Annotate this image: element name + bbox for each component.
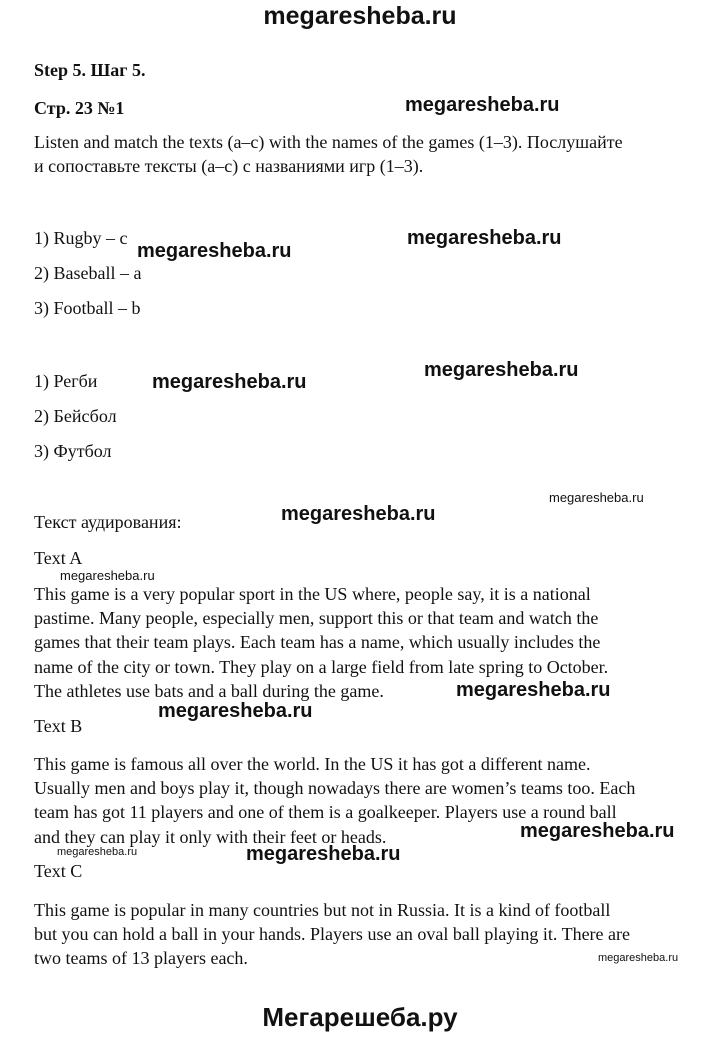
answer-en-1: 1) Rugby – c xyxy=(34,228,128,248)
step-title: Step 5. Шаг 5. xyxy=(34,60,146,80)
watermark: megaresheba.ru xyxy=(281,503,436,525)
text-c-body xyxy=(34,898,674,971)
site-header: megaresheba.ru xyxy=(263,2,457,30)
answer-en-3: 3) Football – b xyxy=(34,298,141,318)
text-line: two teams of 13 players each. xyxy=(34,948,248,969)
text-line: This game is a very popular sport in the US where, people say, it is a national xyxy=(34,584,591,604)
text-line: The athletes use bats and a ball during the game. xyxy=(34,680,384,701)
watermark: megaresheba.ru xyxy=(424,359,579,381)
text-line: This game is famous all over the world. In the US it has got a different name. xyxy=(34,754,591,774)
text-line: This game is popular in many countries but not in Russia. It is a kind of football xyxy=(34,900,611,920)
text-line: and they can play it only with their feet or heads. xyxy=(34,826,387,847)
watermark: megaresheba.ru xyxy=(246,843,401,865)
watermark: megaresheba.ru xyxy=(520,820,675,842)
instruction xyxy=(34,130,674,178)
site-footer: Мегарешеба.ру xyxy=(262,1002,458,1032)
watermark: megaresheba.ru xyxy=(407,227,562,249)
text-line: pastime. Many people, especially men, support this or that team and watch the xyxy=(34,608,599,629)
answer-ru-3: 3) Футбол xyxy=(34,441,112,461)
text-line: team has got 11 players and one of them is a goalkeeper. Players use a round ball xyxy=(34,802,617,823)
text-c-title: Text C xyxy=(34,861,83,881)
text-line: but you can hold a ball in your hands. Players use an oval ball playing it. There are xyxy=(34,924,631,945)
answer-ru-1: 1) Регби xyxy=(34,371,98,391)
text-line: name of the city or town. They play on a large field from late spring to October. xyxy=(34,656,609,677)
watermark: megaresheba.ru xyxy=(158,700,313,722)
watermark: megaresheba.ru xyxy=(57,846,138,858)
audio-label: Текст аудирования: xyxy=(34,512,182,532)
text-line: games that their team plays. Each team has a name, which usually includes the xyxy=(34,632,601,653)
instruction-line: Listen and match the texts (a–c) with the names of the games (1–3). Послушайте xyxy=(34,132,623,152)
answer-ru-2: 2) Бейсбол xyxy=(34,406,117,426)
watermark: megaresheba.ru xyxy=(152,371,307,393)
watermark: megaresheba.ru xyxy=(137,240,292,262)
text-line: Usually men and boys play it, though nowadays there are women’s teams too. Each xyxy=(34,778,636,799)
watermark: megaresheba.ru xyxy=(598,952,679,964)
watermark: megaresheba.ru xyxy=(456,679,611,701)
page-reference: Стр. 23 №1 xyxy=(34,98,125,118)
watermark: megaresheba.ru xyxy=(405,94,560,116)
instruction-line: и сопоставьте тексты (a–c) с названиями игр (1–3). xyxy=(34,156,424,177)
watermark: megaresheba.ru xyxy=(60,568,155,583)
watermark: megaresheba.ru xyxy=(549,490,644,505)
text-b-title: Text B xyxy=(34,716,83,736)
answer-en-2: 2) Baseball – a xyxy=(34,263,142,283)
text-a-title: Text A xyxy=(34,548,83,568)
